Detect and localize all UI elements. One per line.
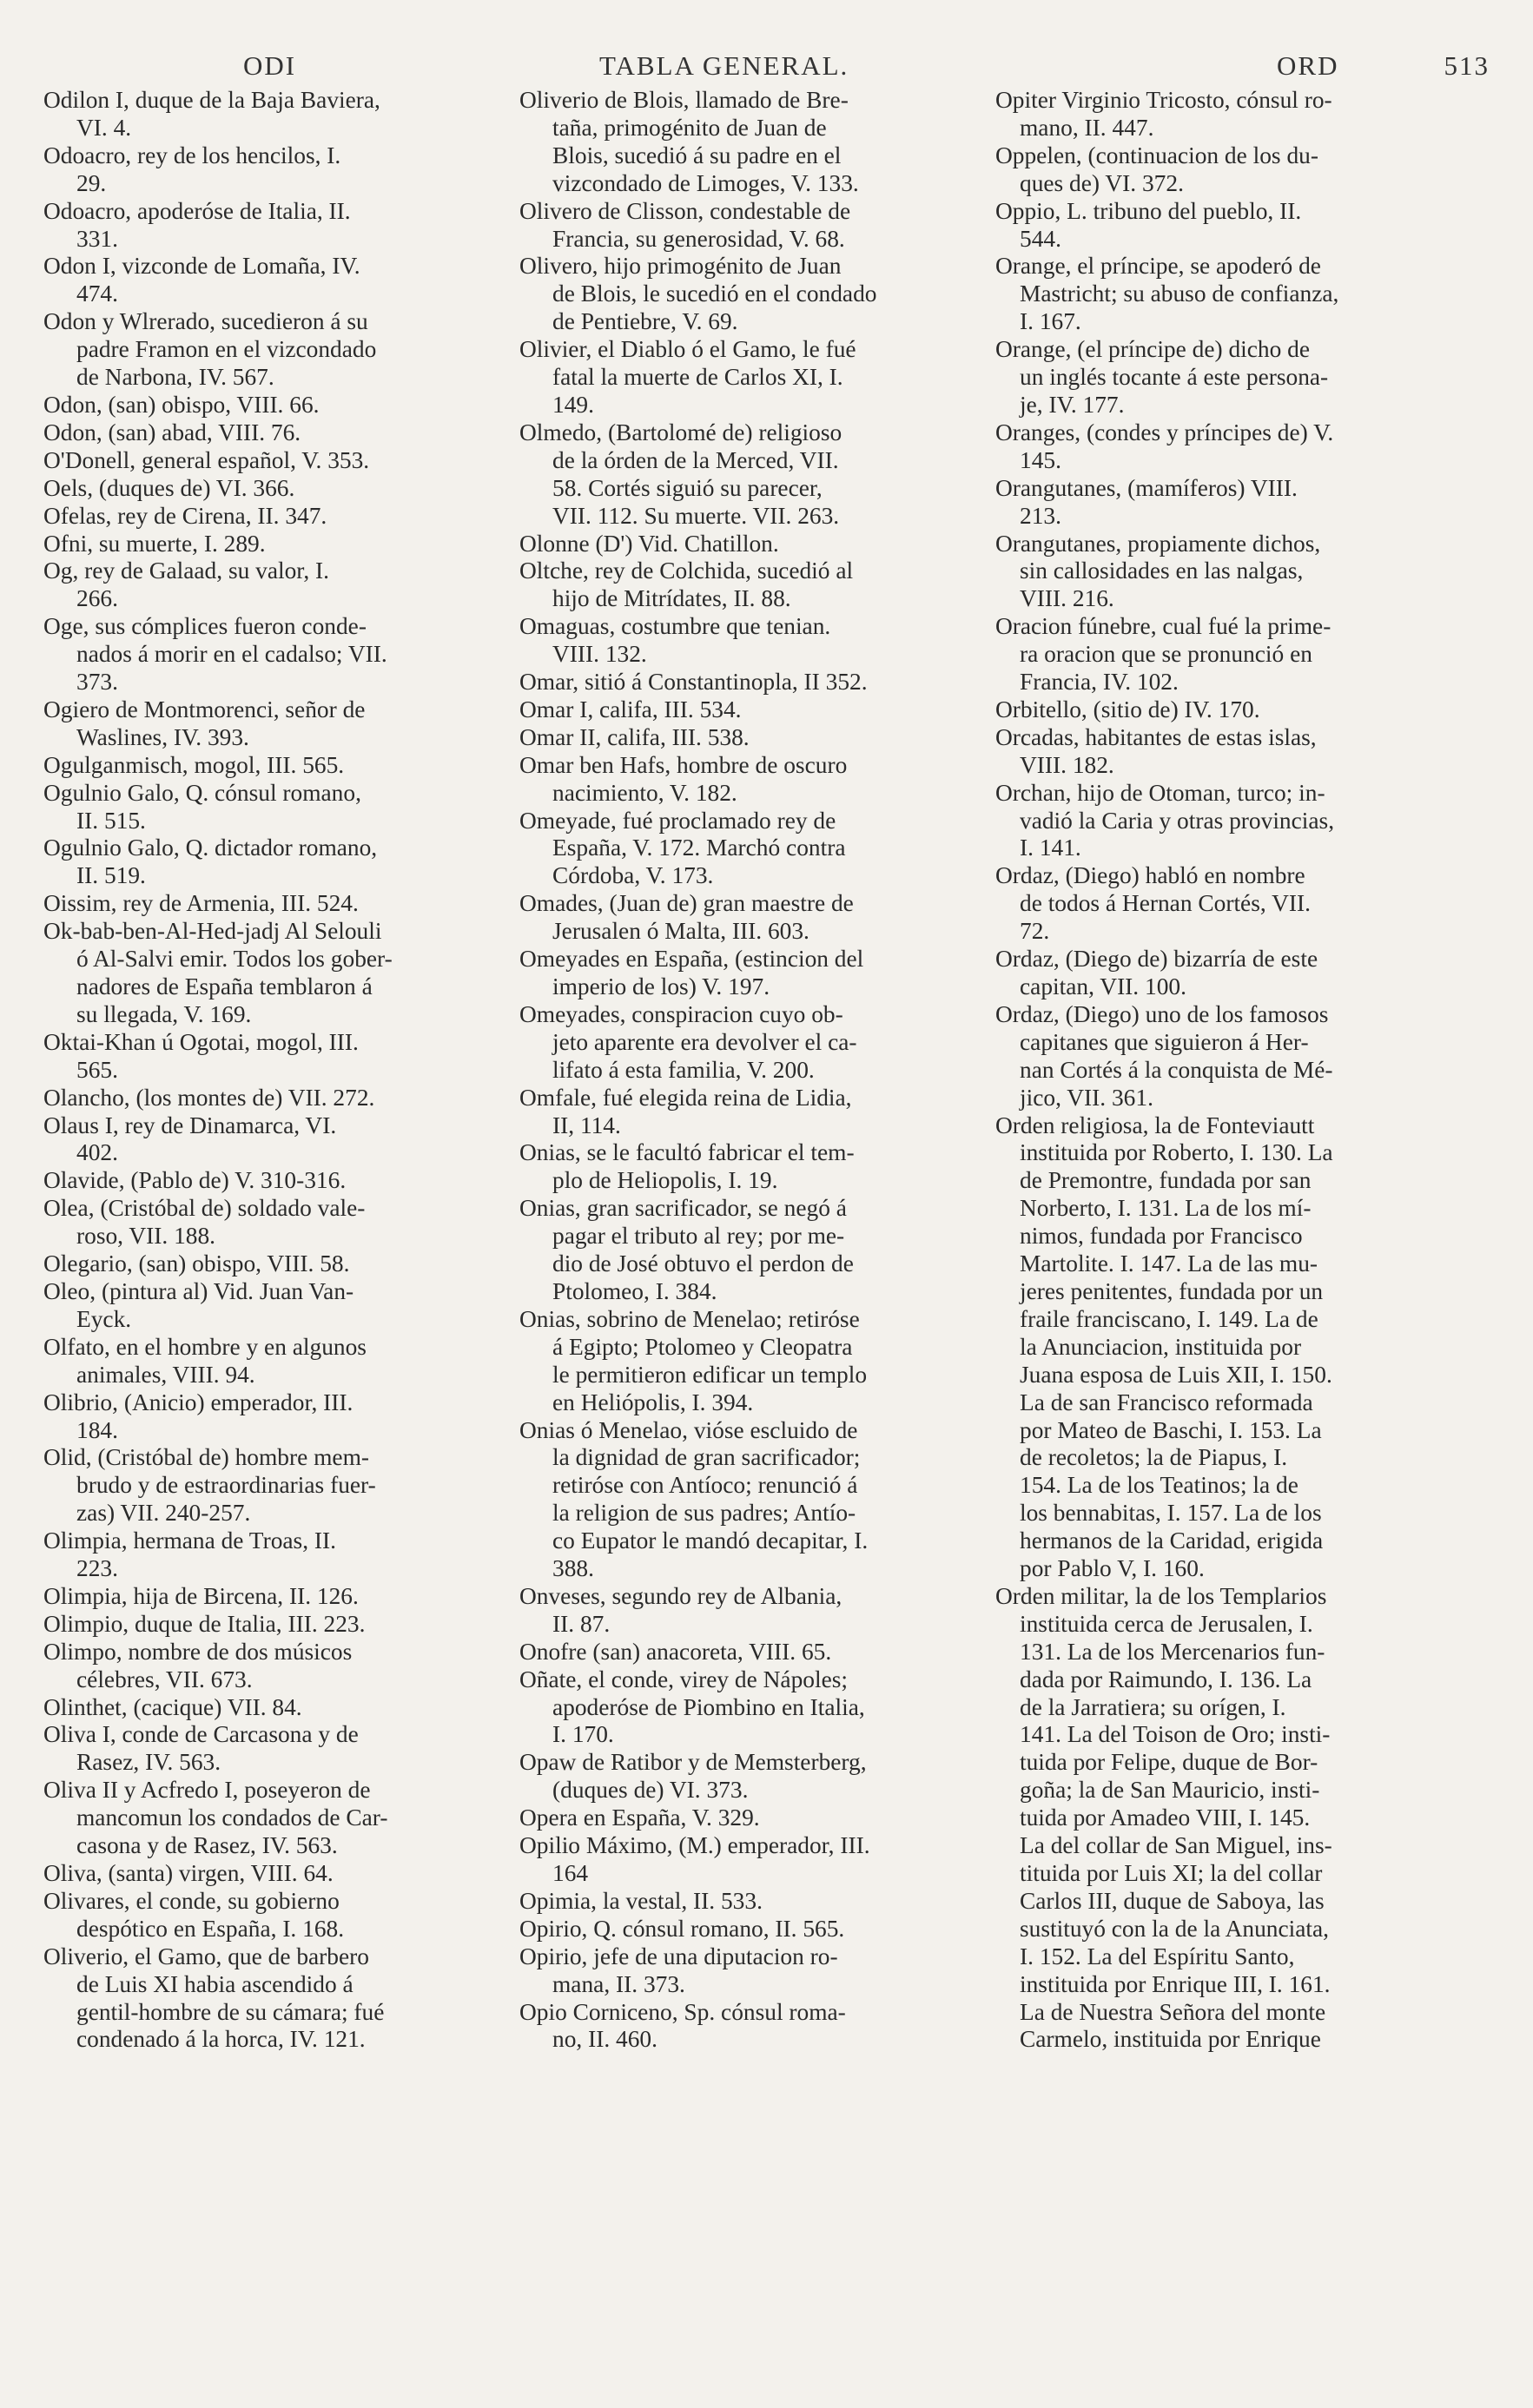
index-entry: Olonne (D') Vid. Chatillon. <box>519 530 779 557</box>
index-entry: Ogulnio Galo, Q. dictador romano, II. 519. <box>43 835 378 889</box>
index-entry: Onias, gran sacrificador, se negó á pagar el tributo al rey; por me- dio de José obtuvo el perdon de Ptolomeo, I. 384. <box>519 1195 854 1304</box>
index-entry: Oels, (duques de) VI. 366. <box>43 474 295 501</box>
index-entry: Olimpio, duque de Italia, III. 223. <box>43 1610 366 1637</box>
index-entry: Olimpia, hermana de Troas, II. 223. <box>43 1527 336 1582</box>
index-entry: Odon, (san) obispo, VIII. 66. <box>43 391 320 418</box>
index-entry: Olinthet, (cacique) VII. 84. <box>43 1693 302 1720</box>
index-entry: Ogulnio Galo, Q. cónsul romano, II. 515. <box>43 779 361 834</box>
index-entry: Oleo, (pintura al) Vid. Juan Van- Eyck. <box>43 1277 354 1332</box>
index-entry: Olea, (Cristóbal de) soldado vale- roso, VII. 188. <box>43 1195 366 1250</box>
index-entry: Omeyades en España, (estincion del imperio de los) V. 197. <box>519 946 864 999</box>
index-entry: Oliva II y Acfredo I, poseyeron de mancomun los condados de Car- casona y de Rasez, IV. 563. <box>43 1777 388 1859</box>
index-entry: Omfale, fué elegida reina de Lidia, II, 114. <box>519 1084 852 1138</box>
index-column-2 <box>519 87 988 2054</box>
index-entry: Opirio, jefe de una diputacion ro- mana, II. 373. <box>519 1943 838 1997</box>
index-entry: Ogiero de Montmorenci, señor de Waslines, IV. 393. <box>43 696 366 750</box>
index-entry: Omaguas, costumbre que tenian. VIII. 132. <box>519 613 831 668</box>
index-entry: Opimia, la vestal, II. 533. <box>519 1887 763 1914</box>
header-right-guide-word: ORD <box>1277 50 1339 81</box>
index-entry: Opilio Máximo, (M.) emperador, III. 164 <box>519 1832 870 1886</box>
index-entry: Olavide, (Pablo de) V. 310-316. <box>43 1167 347 1194</box>
index-entry: Oliverio, el Gamo, que de barbero de Luis XI habia ascendido á gentil-hombre de su cámara; fué condenado á la horca, IV. 121. <box>43 1943 385 2053</box>
index-entry: Olaus I, rey de Dinamarca, VI. 402. <box>43 1112 337 1166</box>
index-entry: Onias, se le facultó fabricar el tem- plo de Heliopolis, I. 19. <box>519 1139 855 1194</box>
index-entry: Olfato, en el hombre y en algunos animales, VIII. 94. <box>43 1333 367 1388</box>
index-entry: Olibrio, (Anicio) emperador, III. 184. <box>43 1389 354 1443</box>
index-entry: Omar I, califa, III. 534. <box>519 696 742 722</box>
index-entry: Odon I, vizconde de Lomaña, IV. 474. <box>43 253 360 307</box>
index-entry: Ok-bab-ben-Al-Hed-jadj Al Selouli ó Al-Salvi emir. Todos los gober- nadores de España temblaron á su llegada, V. 169. <box>43 918 393 1027</box>
index-entry: Omeyade, fué proclamado rey de España, V. 172. Marchó contra Córdoba, V. 173. <box>519 807 846 889</box>
index-entry: Orden militar, la de los Templarios instituida cerca de Jerusalen, I. 131. La de los Mercenarios fun- dada por Raimundo, I. 136. La de la Jarratiera; su orígen, I. 141. La del Toison de Oro; insti- tuida por Felipe, duque de Bor- goña; la de San Mauricio, insti- tuida por Amadeo VIII, I. 145. La del collar de San Miguel, ins- tituida por Luis XI; la del collar Carlos III, duque de Saboya, las sustituyó con la de la Anunciata, I. 152. La del Espíritu Santo, instituida por Enrique III, I. 161. La de Nuestra Señora del monte Carmelo, instituida por Enrique <box>995 1582 1332 2053</box>
index-entry: Orchan, hijo de Otoman, turco; in- vadió la Caria y otras provincias, I. 141. <box>995 779 1335 861</box>
index-entry: Orangutanes, (mamíferos) VIII. 213. <box>995 474 1298 529</box>
index-entry: Orcadas, habitantes de estas islas, VIII. 182. <box>995 723 1317 778</box>
index-entry: Orden religiosa, la de Fonteviautt instituida por Roberto, I. 130. La de Premontre, fundada por san Norberto, I. 131. La de los mí- nimos, fundada por Francisco Martolite. I. 147. La de las mu- jeres penitentes, fundada por un fraile franciscano, I. 149. La de la Anunciacion, instituida por Juana esposa de Luis XII, I. 150. La de san Francisco reformada por Mateo de Baschi, I. 153. La de recoletos; la de Piapus, I. 154. La de los Teatinos; la de los bennabitas, I. 157. La de los hermanos de la Caridad, erigida por Pablo V, I. 160. <box>995 1112 1333 1582</box>
index-entry: Odilon I, duque de la Baja Baviera, VI. 4. <box>43 87 380 141</box>
index-entry: Onias ó Menelao, vióse escluido de la dignidad de gran sacrificador; retiróse con Antíoco; renunció á la religion de sus padres; Antío- co Eupator le mandó decapitar, I. 388. <box>519 1416 869 1582</box>
index-entry: Oktai-Khan ú Ogotai, mogol, III. 565. <box>43 1028 359 1083</box>
index-entry: Olid, (Cristóbal de) hombre mem- brudo y de estraordinarias fuer- zas) VII. 240-257. <box>43 1444 376 1527</box>
index-entry: Onveses, segundo rey de Albania, II. 87. <box>519 1582 842 1637</box>
index-entry: Opaw de Ratibor y de Memsterberg, (duques de) VI. 373. <box>519 1749 867 1804</box>
page-number: 513 <box>1444 50 1490 81</box>
index-entry: Orange, el príncipe, se apoderó de Mastricht; su abuso de confianza, I. 167. <box>995 253 1339 335</box>
index-column-1 <box>43 87 512 2054</box>
index-entry: Odoacro, apoderóse de Italia, II. 331. <box>43 197 351 252</box>
index-entry: Oltche, rey de Colchida, sucedió al hijo de Mitrídates, II. 88. <box>519 557 854 612</box>
index-entry: Olimpia, hija de Bircena, II. 126. <box>43 1582 359 1609</box>
index-entry: Orangutanes, propiamente dichos, sin callosidades en las nalgas, VIII. 216. <box>995 530 1321 612</box>
index-entry: Oranges, (condes y príncipes de) V. 145. <box>995 419 1334 473</box>
index-entry: Ordaz, (Diego de) bizarría de este capitan, VII. 100. <box>995 946 1318 999</box>
index-entry: Opera en España, V. 329. <box>519 1804 760 1831</box>
index-entry: Oliva I, conde de Carcasona y de Rasez, IV. 563. <box>43 1721 359 1776</box>
index-entry: Oliva, (santa) virgen, VIII. 64. <box>43 1860 334 1886</box>
index-entry: Oissim, rey de Armenia, III. 524. <box>43 890 359 917</box>
index-entry: Ogulganmisch, mogol, III. 565. <box>43 751 345 778</box>
index-entry: Oracion fúnebre, cual fué la prime- ra oracion que se pronunció en Francia, IV. 102. <box>995 613 1331 696</box>
index-entry: Olimpo, nombre de dos músicos célebres, VII. 673. <box>43 1638 353 1692</box>
index-entry: Omar, sitió á Constantinopla, II 352. <box>519 669 868 696</box>
index-entry: Odon, (san) abad, VIII. 76. <box>43 419 301 445</box>
index-entry: Omeyades, conspiracion cuyo ob- jeto aparente era devolver el ca- lifato á esta familia, V. 200. <box>519 1000 857 1083</box>
index-entry: Opirio, Q. cónsul romano, II. 565. <box>519 1915 845 1942</box>
index-entry: Og, rey de Galaad, su valor, I. 266. <box>43 557 329 612</box>
index-entry: Omades, (Juan de) gran maestre de Jerusalen ó Malta, III. 603. <box>519 890 854 945</box>
index-entry: Oñate, el conde, virey de Nápoles; apoderóse de Piombino en Italia, I. 170. <box>519 1666 865 1748</box>
index-entry: Omar II, califa, III. 538. <box>519 723 750 750</box>
index-entry: Opiter Virginio Tricosto, cónsul ro- mano, II. 447. <box>995 87 1332 141</box>
running-header <box>43 50 1490 85</box>
index-entry: Olivero, hijo primogénito de Juan de Blois, le sucedió en el condado de Pentiebre, V. 69. <box>519 253 877 335</box>
index-entry: Olmedo, (Bartolomé de) religioso de la órden de la Merced, VII. 58. Cortés siguió su parecer, VII. 112. Su muerte. VII. 263. <box>519 419 842 529</box>
index-entry: Olegario, (san) obispo, VIII. 58. <box>43 1250 350 1277</box>
index-entry: Odoacro, rey de los hencilos, I. 29. <box>43 142 341 196</box>
index-entry: Ordaz, (Diego) uno de los famosos capitanes que siguieron á Her- nan Cortés á la conquista de Mé- jico, VII. 361. <box>995 1000 1333 1111</box>
index-entry: Olivero de Clisson, condestable de Francia, su generosidad, V. 68. <box>519 197 851 252</box>
header-title: TABLA GENERAL. <box>599 50 849 81</box>
index-entry: Ordaz, (Diego) habló en nombre de todos á Hernan Cortés, VII. 72. <box>995 862 1311 945</box>
index-column-3 <box>995 87 1478 2054</box>
index-entry: Olancho, (los montes de) VII. 272. <box>43 1084 375 1111</box>
index-entry: Olivier, el Diablo ó el Gamo, le fué fatal la muerte de Carlos XI, I. 149. <box>519 336 856 418</box>
index-entry: Onias, sobrino de Menelao; retiróse á Egipto; Ptolomeo y Cleopatra le permitieron edificar un templo en Heliópolis, I. 394. <box>519 1305 868 1415</box>
index-entry: Orange, (el príncipe de) dicho de un inglés tocante á este persona- je, IV. 177. <box>995 336 1329 418</box>
index-entry: Odon y Wlrerado, sucedieron á su padre Framon en el vizcondado de Narbona, IV. 567. <box>43 308 377 391</box>
index-entry: Oppio, L. tribuno del pueblo, II. 544. <box>995 197 1302 252</box>
index-entry: Ofelas, rey de Cirena, II. 347. <box>43 502 327 529</box>
index-entry: Oliverio de Blois, llamado de Bre- taña, primogénito de Juan de Blois, sucedió á su padre en el vizcondado de Limoges, V. 133. <box>519 87 859 196</box>
index-entry: O'Donell, general español, V. 353. <box>43 446 370 473</box>
header-left-guide-word: ODI <box>243 50 297 81</box>
index-entry: Oge, sus cómplices fueron conde- nados á morir en el cadalso; VII. 373. <box>43 613 387 696</box>
index-entry: Ofni, su muerte, I. 289. <box>43 530 266 557</box>
index-entry: Opio Corniceno, Sp. cónsul roma- no, II. 460. <box>519 1998 846 2053</box>
index-entry: Olivares, el conde, su gobierno despótico en España, I. 168. <box>43 1887 345 1942</box>
index-entry: Omar ben Hafs, hombre de oscuro nacimiento, V. 182. <box>519 751 848 806</box>
index-entry: Onofre (san) anacoreta, VIII. 65. <box>519 1638 832 1665</box>
index-entry: Orbitello, (sitio de) IV. 170. <box>995 696 1260 722</box>
index-entry: Oppelen, (continuacion de los du- ques de) VI. 372. <box>995 142 1318 196</box>
